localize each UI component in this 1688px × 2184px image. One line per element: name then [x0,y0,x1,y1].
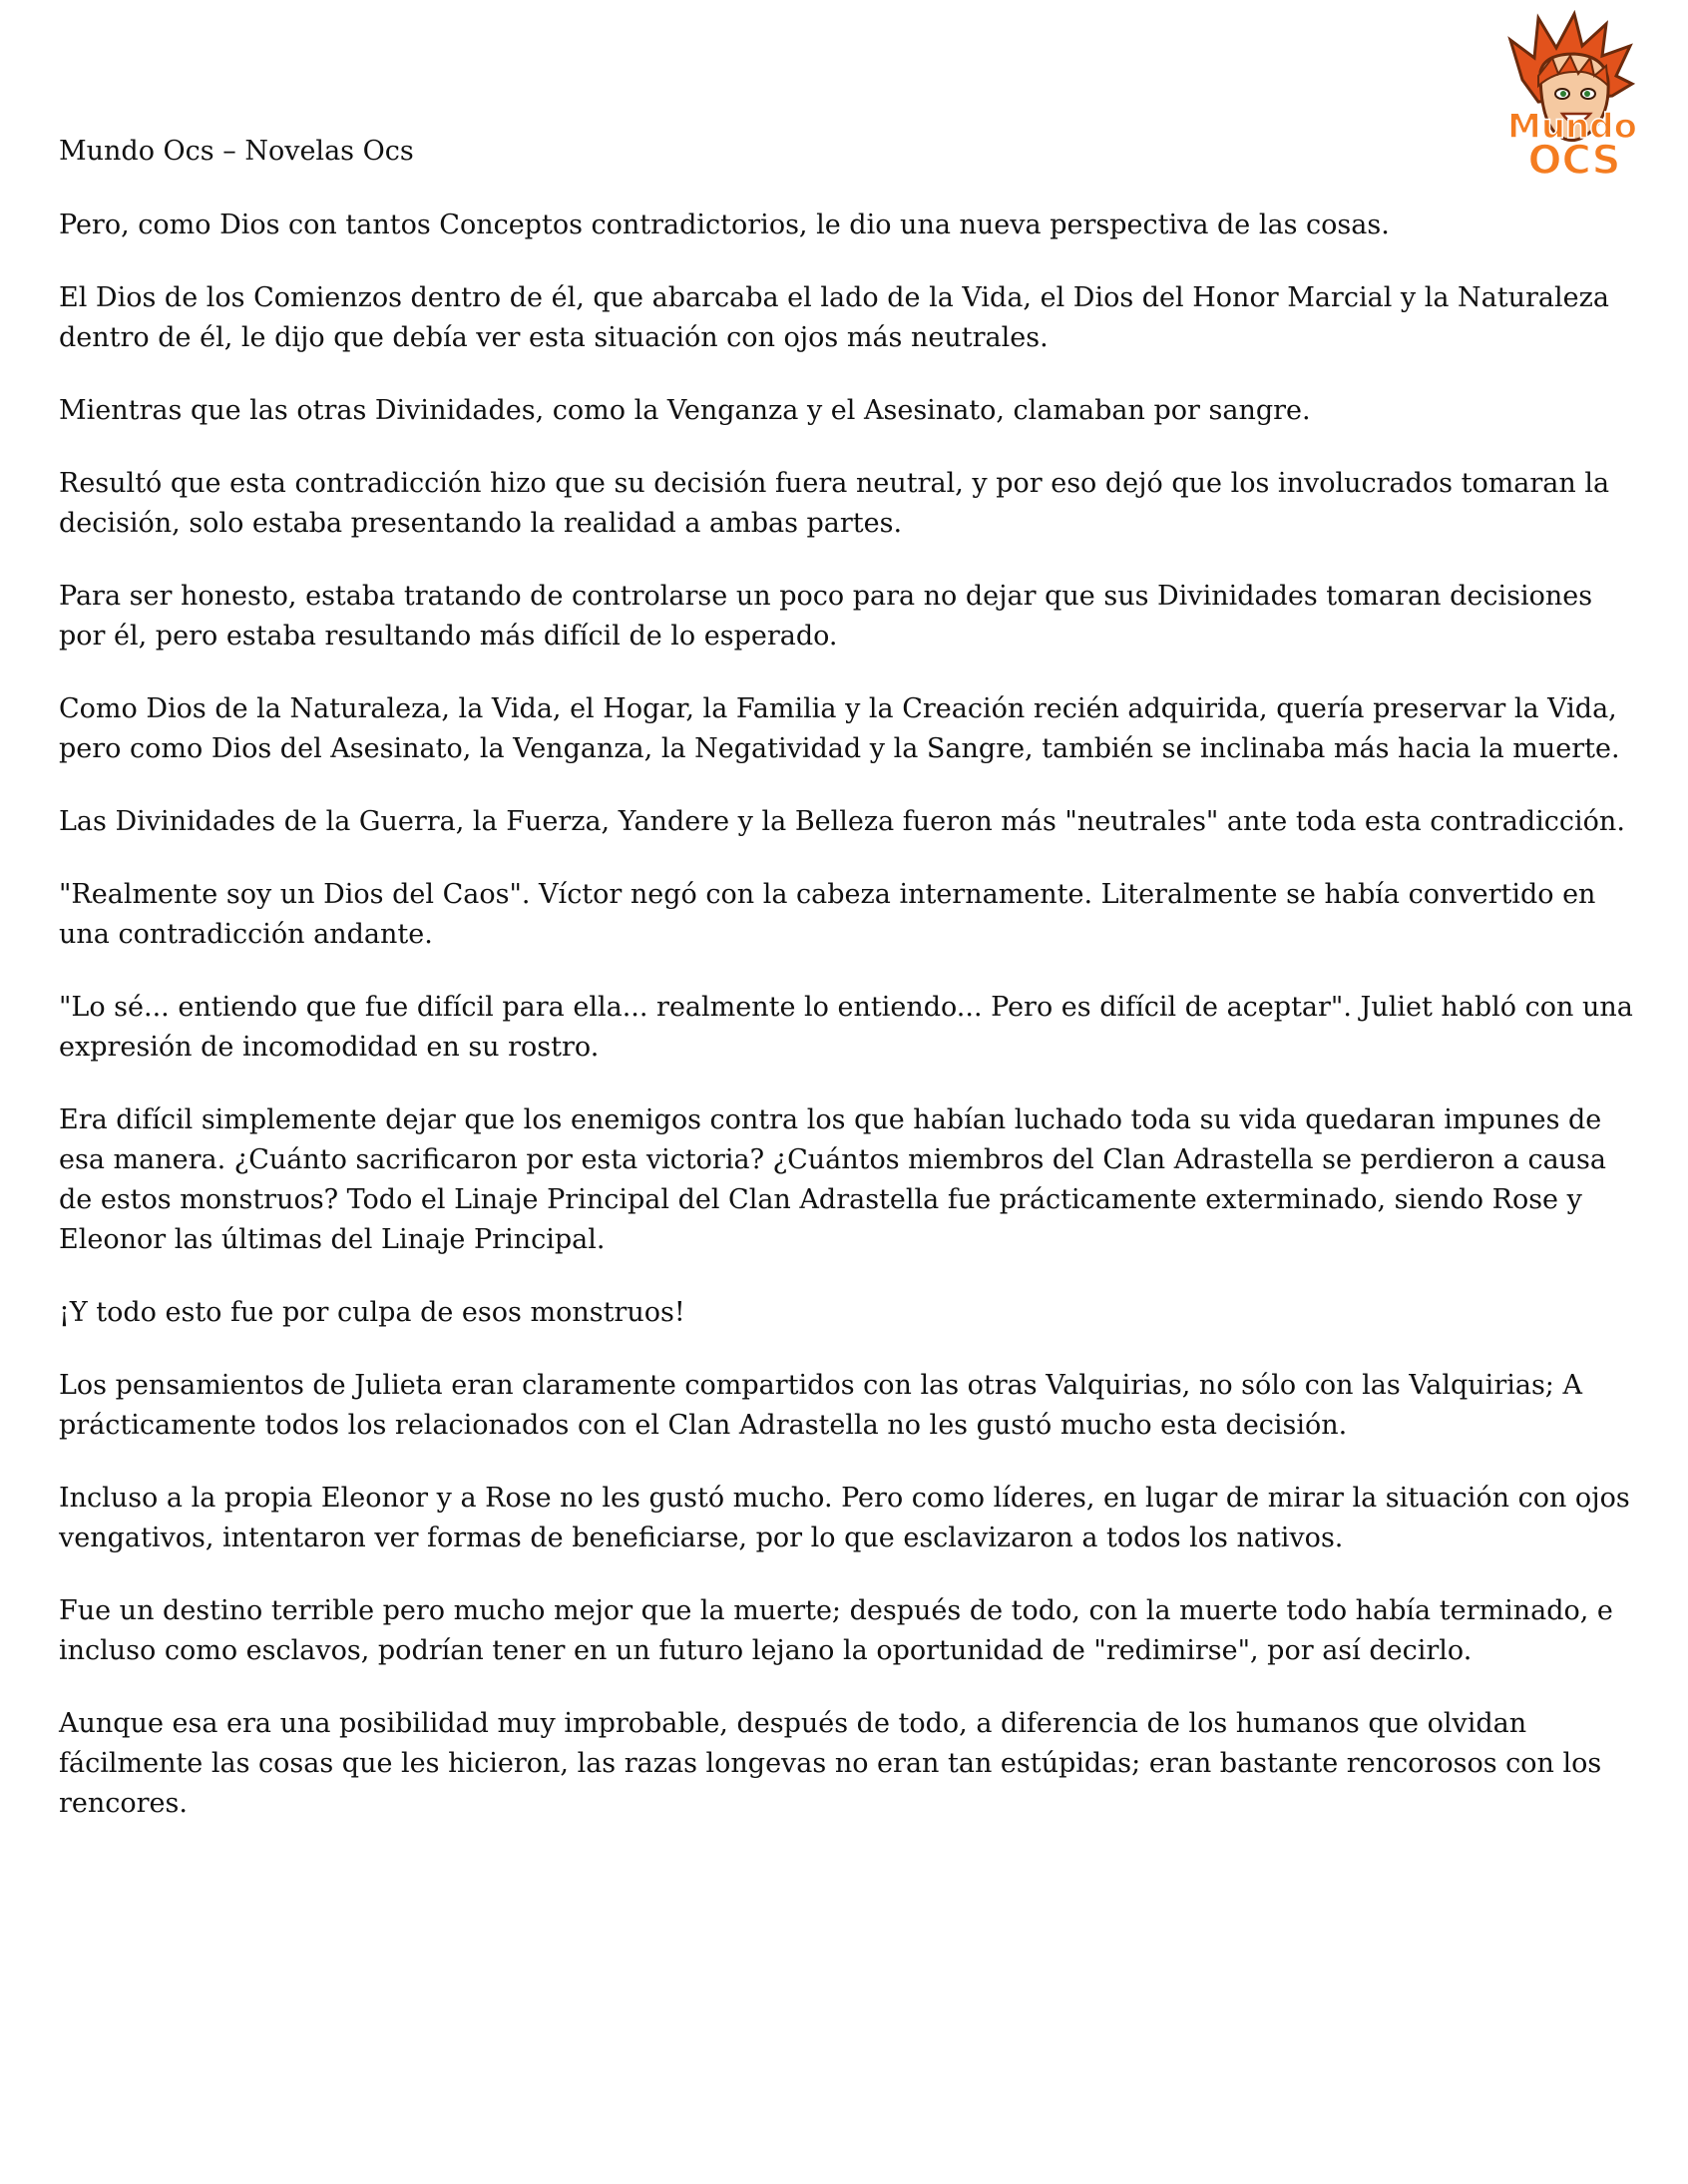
paragraph: Aunque esa era una posibilidad muy improbable, después de todo, a diferencia de los humanos que olvidan fácilmente las cosas que les hicieron, las razas longevas no eran tan estúpidas; eran bastante rencorosos con los rencores. [59,1708,1602,1819]
paragraph: Incluso a la propia Eleonor y a Rose no les gustó mucho. Pero como líderes, en lugar de mirar la situación con ojos vengativos, intentaron ver formas de beneficiarse, por lo que esclavizaron a todos los nativos. [59,1483,1630,1553]
logo-text-mundo: Mundo [1507,107,1637,147]
paragraph: Era difícil simplemente dejar que los enemigos contra los que habían luchado toda su vida quedaran impunes de esa manera. ¿Cuánto sacrificaron por esta victoria? ¿Cuántos miembros del Clan Adrastella se perdieron a causa de estos monstruos? Todo el Linaje Principal del Clan Adrastella fue prácticamente exterminado, siendo Rose y Eleonor las últimas del Linaje Principal. [59,1104,1607,1255]
paragraph: Como Dios de la Naturaleza, la Vida, el Hogar, la Familia y la Creación recién adquirida, quería preservar la Vida, pero como Dios del Asesinato, la Venganza, la Negatividad y la Sangre, también se inclinaba más hacia la muerte. [59,693,1620,764]
document-body [59,132,1645,1857]
page-header: Mundo Ocs – Novelas Ocs [59,136,414,167]
paragraph: ¡Y todo esto fue por culpa de esos monstruos! [59,1297,685,1328]
paragraph: Las Divinidades de la Guerra, la Fuerza, Yandere y la Belleza fueron más "neutrales" ante toda esta contradicción. [59,806,1625,837]
paragraph: Pero, como Dios con tantos Conceptos contradictorios, le dio una nueva perspectiva de las cosas. [59,210,1390,240]
paragraph: "Lo sé... entiendo que fue difícil para ella... realmente lo entiendo... Pero es difícil de aceptar". Juliet habló con una expresión de incomodidad en su rostro. [59,992,1633,1063]
paragraph: "Realmente soy un Dios del Caos". Víctor negó con la cabeza internamente. Literalmente se había convertido en una contradicción andante. [59,879,1596,950]
paragraph: Los pensamientos de Julieta eran claramente compartidos con las otras Valquirias, no sólo con las Valquirias; A prácticamente todos los relacionados con el Clan Adrastella no les gustó mucho esta decisión. [59,1370,1582,1441]
paragraph: Mientras que las otras Divinidades, como la Venganza y el Asesinato, clamaban por sangre. [59,395,1311,426]
paragraph: El Dios de los Comienzos dentro de él, que abarcaba el lado de la Vida, el Dios del Honor Marcial y la Naturaleza dentro de él, le dijo que debía ver esta situación con ojos más neutrales. [59,282,1609,353]
logo-text-ocs: OCS [1527,138,1621,184]
paragraph: Para ser honesto, estaba tratando de controlarse un poco para no dejar que sus Divinidades tomaran decisiones por él, pero estaba resultando más difícil de lo esperado. [59,581,1593,652]
paragraph: Fue un destino terrible pero mucho mejor que la muerte; después de todo, con la muerte todo había terminado, e incluso como esclavos, podrían tener en un futuro lejano la oportunidad de "redimirse", por así decirlo. [59,1595,1613,1666]
paragraph: Resultó que esta contradicción hizo que su decisión fuera neutral, y por eso dejó que los involucrados tomaran la decisión, solo estaba presentando la realidad a ambas partes. [59,468,1610,539]
